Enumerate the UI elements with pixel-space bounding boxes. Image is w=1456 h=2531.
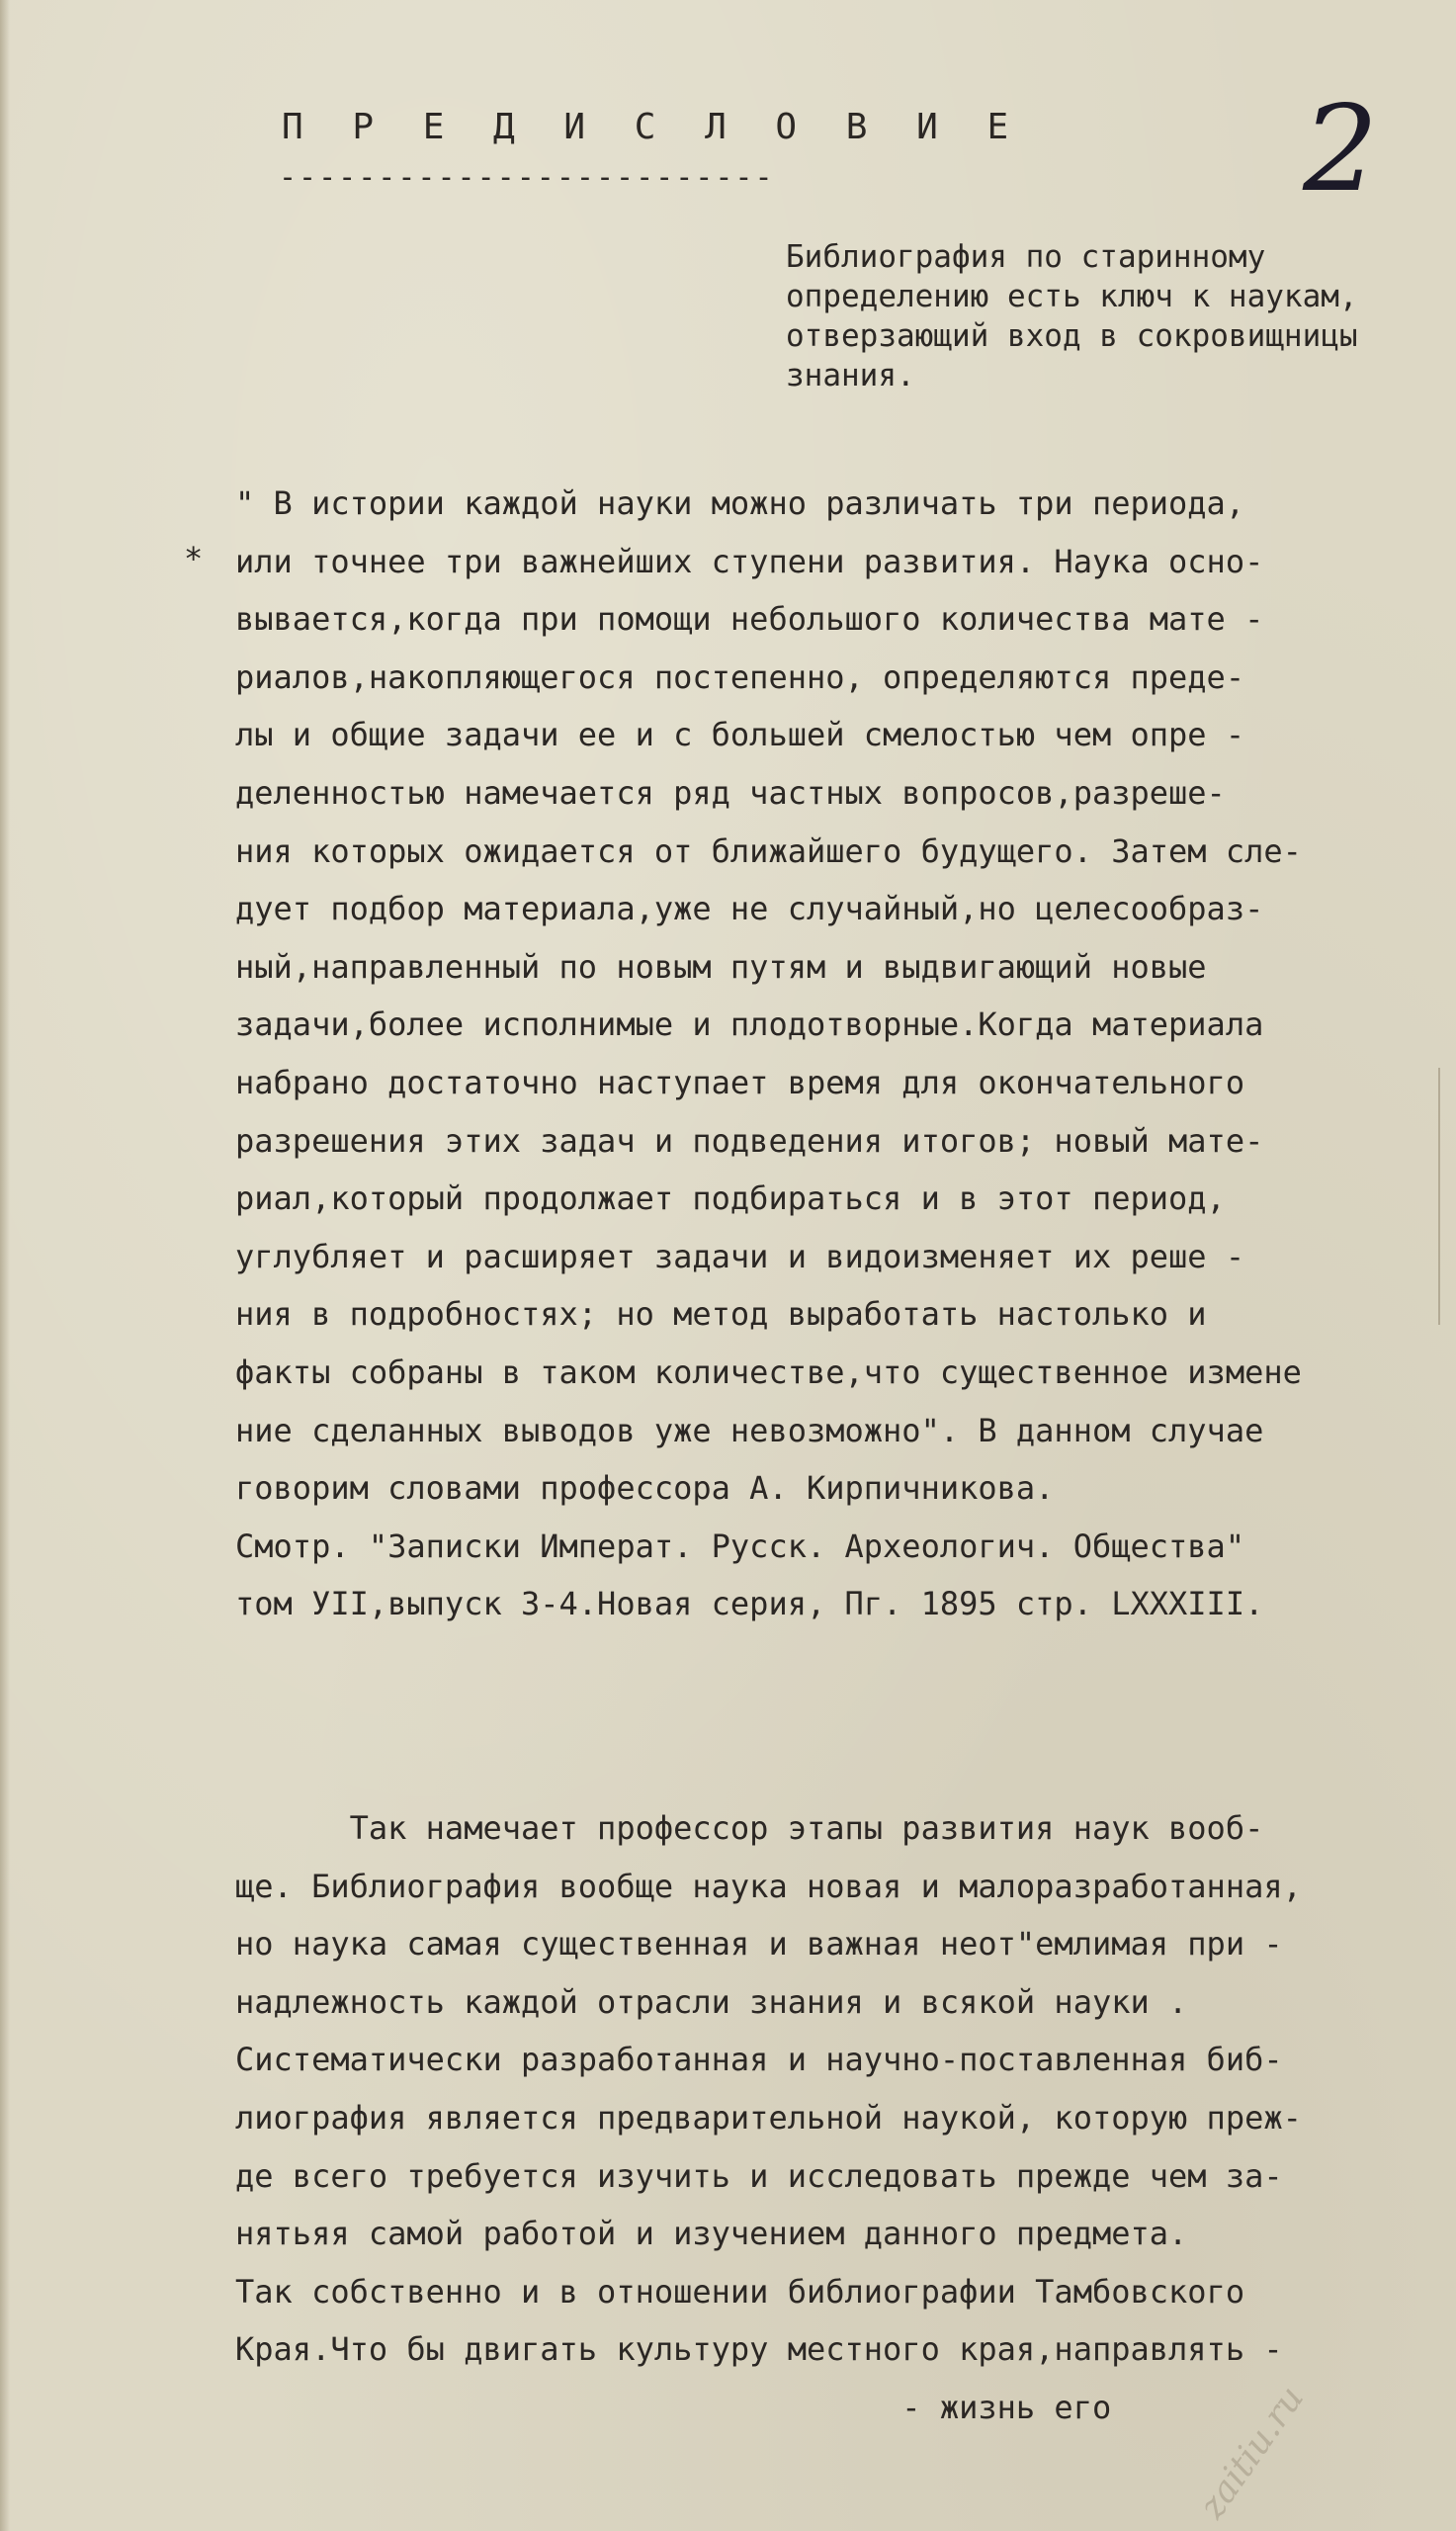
text-line: задачи,более исполнимые и плодотворные.Когда материала: [235, 1005, 1264, 1044]
title-underline: -------------------------: [279, 160, 775, 195]
text-line: деленностью намечается ряд частных вопросов,разреше-: [235, 773, 1226, 812]
text-line: Смотр. "Записки Императ. Русск. Археологич. Общества": [235, 1527, 1245, 1565]
text-line: ный,направленный по новым путям и выдвигающий новые: [235, 947, 1207, 986]
text-line: Так собственно и в отношении библиографии Тамбовского: [235, 2272, 1245, 2311]
text-line: ние сделанных выводов уже невозможно". В данном случае: [235, 1411, 1264, 1449]
text-line: дует подбор материала,уже не случайный,но целесообраз-: [235, 890, 1264, 928]
handwritten-page-number: 2: [1303, 81, 1379, 218]
text-line: углубляет и расширяет задачи и видоизменяет их реше -: [235, 1237, 1245, 1275]
paragraph-main: [235, 1799, 1431, 2437]
text-line: факты собраны в таком количестве,что существенное измене: [235, 1353, 1302, 1391]
text-line: - жизнь его: [235, 2388, 1112, 2426]
paragraph-quote: [235, 475, 1431, 1633]
text-line: но наука самая существенная и важная неот"емлимая при -: [235, 1925, 1283, 1964]
text-line: Систематически разработанная и научно-поставленная биб-: [235, 2041, 1283, 2079]
document-title: П Р Е Д И С Л О В И Е: [282, 107, 1023, 147]
text-line: де всего требуется изучить и исследовать прежде чем за-: [235, 2156, 1283, 2195]
text-line: " В истории каждой науки можно различать три периода,: [235, 484, 1245, 522]
epigraph-line: Библиография по старинному: [786, 239, 1266, 275]
text-line: вывается,когда при помощи небольшого количества мате -: [235, 600, 1264, 639]
text-line: риалов,накопляющегося постепенно, определяются преде-: [235, 657, 1245, 696]
text-line: ния которых ожидается от ближайшего будущего. Затем сле-: [235, 831, 1302, 870]
text-line: риал,который продолжает подбираться и в этот период,: [235, 1179, 1226, 1218]
text-line: ще. Библиография вообще наука новая и малоразработанная,: [235, 1867, 1302, 1905]
paper-fold-mark: [1438, 1068, 1446, 1325]
text-line: говорим словами профессора А. Кирпичникова.: [235, 1469, 1055, 1508]
text-line: лиография является предварительной наукой, которую преж-: [235, 2098, 1302, 2137]
text-line: ния в подробностях; но метод выработать настолько и: [235, 1295, 1207, 1334]
epigraph: [786, 237, 1418, 395]
text-line: том УII,выпуск 3-4.Новая серия, Пг. 1895 стр. LXXXIII.: [235, 1585, 1264, 1623]
epigraph-line: определению есть ключ к наукам,: [786, 279, 1358, 314]
text-line: нятьяя самой работой и изучением данного предмета.: [235, 2215, 1188, 2253]
text-line: или точнее три важнейших ступени развития. Наука осно-: [235, 542, 1264, 580]
margin-mark: *: [184, 540, 204, 577]
page-edge-shadow: [0, 0, 10, 2531]
text-line: надлежность каждой отрасли знания и всякой науки .: [235, 1982, 1188, 2021]
text-line: набрано достаточно наступает время для окончательного: [235, 1063, 1245, 1101]
text-line: разрешения этих задач и подведения итогов; новый мате-: [235, 1121, 1264, 1160]
epigraph-line: знания.: [786, 358, 915, 393]
text-line: лы и общие задачи ее и с большей смелостью чем опре -: [235, 716, 1245, 754]
text-line: Края.Что бы двигать культуру местного края,направлять -: [235, 2330, 1283, 2369]
watermark-stamp: zaitiu.ru: [1191, 2379, 1313, 2526]
epigraph-line: отверзающий вход в сокровищницы: [786, 318, 1358, 354]
text-line: Так намечает профессор этапы развития наук вооб-: [235, 1809, 1264, 1847]
